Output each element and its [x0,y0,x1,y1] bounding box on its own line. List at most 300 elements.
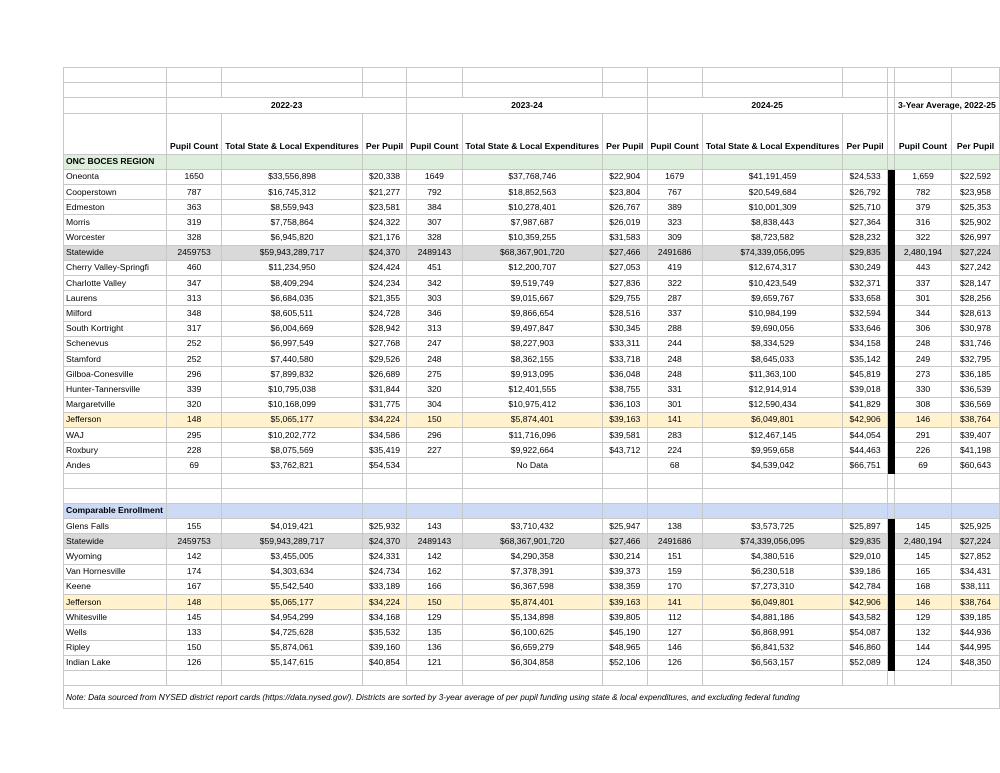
pupil-count-cell: 767 [647,184,702,199]
per-pupil-cell: $24,370 [362,534,406,549]
blank-row [64,83,1000,98]
pupil-count-cell: 2491686 [647,245,702,260]
pupil-count-cell: 322 [647,276,702,291]
blank-cell [887,488,894,503]
per-pupil-cell: $39,160 [362,640,406,655]
total-expenditures-cell: $4,303,634 [222,564,363,579]
pupil-count-cell: 146 [647,640,702,655]
pupil-count-cell: 275 [407,367,462,382]
district-name: Statewide [64,245,167,260]
pupil-count-cell: 288 [647,321,702,336]
total-expenditures-cell: $7,440,580 [222,352,363,367]
pupil-count-cell: 138 [647,519,702,534]
avg-per-pupil-cell: $27,242 [952,260,1000,275]
total-expenditures-cell: $9,015,667 [462,291,603,306]
per-pupil-cell: $34,168 [362,610,406,625]
blank-cell [222,68,363,83]
avg-per-pupil-cell: $38,764 [952,595,1000,610]
district-name: Wells [64,625,167,640]
table-row [64,640,1000,655]
total-expenditures-cell: $3,573,725 [702,519,843,534]
pupil-count-cell: 145 [166,610,221,625]
avg-pupil-count-cell: 69 [894,458,951,473]
blank-row [64,670,1000,685]
district-name: Cherry Valley-Springfi [64,260,167,275]
blank-cell [462,473,603,488]
pupil-count-cell: 129 [407,610,462,625]
pupil-count-cell: 283 [647,427,702,442]
avg-per-pupil-cell: $28,256 [952,291,1000,306]
pupil-count-cell: 166 [407,579,462,594]
table-row [64,397,1000,412]
per-pupil-cell: $38,359 [603,579,647,594]
per-pupil-cell: $43,582 [843,610,887,625]
year-header: 2022-23 [166,98,406,113]
separator-cell [887,427,894,442]
avg-pupil-count-cell: 146 [894,412,951,427]
district-name: Milford [64,306,167,321]
district-name: Statewide [64,534,167,549]
total-expenditures-cell: $8,723,582 [702,230,843,245]
total-expenditures-cell: $6,049,801 [702,412,843,427]
per-pupil-cell: $24,331 [362,549,406,564]
avg-pupil-count-cell: 144 [894,640,951,655]
avg-pupil-count-cell: 330 [894,382,951,397]
pupil-count-cell: 167 [166,579,221,594]
per-pupil-cell: $33,658 [843,291,887,306]
total-expenditures-cell: $5,065,177 [222,595,363,610]
blank-cell [887,113,894,154]
blank-cell [702,670,843,685]
table-row [64,276,1000,291]
separator-cell [887,382,894,397]
avg-per-pupil-cell: $25,353 [952,200,1000,215]
total-expenditures-cell: $11,234,950 [222,260,363,275]
avg-pupil-count-cell: 1,659 [894,169,951,184]
blank-cell [647,83,702,98]
blank-cell [407,488,462,503]
table-row [64,564,1000,579]
no-data-cell: No Data [462,458,603,473]
per-pupil-cell: $27,466 [603,534,647,549]
year-header-row [64,98,1000,113]
pupil-count-cell: 228 [166,443,221,458]
per-pupil-cell: $36,048 [603,367,647,382]
pupil-count-cell: 419 [647,260,702,275]
per-pupil-cell: $42,906 [843,412,887,427]
total-expenditures-cell: $5,134,898 [462,610,603,625]
blank-cell [702,68,843,83]
pupil-count-header: Pupil Count [894,113,951,154]
blank-cell [647,473,702,488]
blank-cell [647,154,702,169]
per-pupil-cell: $34,586 [362,427,406,442]
total-expenditures-cell: $9,519,749 [462,276,603,291]
total-expenditures-cell: $4,019,421 [222,519,363,534]
per-pupil-header: Per Pupil [952,113,1000,154]
avg-pupil-count-cell: 273 [894,367,951,382]
separator-cell [887,352,894,367]
table-row [64,184,1000,199]
blank-cell [952,670,1000,685]
per-pupil-cell: $32,371 [843,276,887,291]
total-expenditures-cell: $12,401,555 [462,382,603,397]
total-expenditures-cell: $5,874,061 [222,640,363,655]
avg-per-pupil-cell: $38,764 [952,412,1000,427]
separator-cell [887,200,894,215]
avg-per-pupil-cell: $25,902 [952,215,1000,230]
blank-cell [362,670,406,685]
per-pupil-cell: $23,581 [362,200,406,215]
per-pupil-cell: $24,728 [362,306,406,321]
total-expenditures-cell: $6,563,157 [702,655,843,670]
per-pupil-cell: $52,106 [603,655,647,670]
table-row [64,595,1000,610]
per-pupil-cell: $28,516 [603,306,647,321]
blank-cell [407,154,462,169]
table-row [64,321,1000,336]
footnote: Note: Data sourced from NYSED district report cards (https://data.nysed.gov/). Districts are sorted by 3-year average of per pupil funding using state & local expenditures, and excluding federal funding [64,686,1000,709]
per-pupil-cell: $24,322 [362,215,406,230]
avg-per-pupil-cell: $39,407 [952,427,1000,442]
total-expenditures-cell: $12,200,707 [462,260,603,275]
avg-pupil-count-cell: 344 [894,306,951,321]
table-row [64,382,1000,397]
per-pupil-header: Per Pupil [603,113,647,154]
table-row [64,367,1000,382]
avg-per-pupil-cell: $25,925 [952,519,1000,534]
blank-cell [603,154,647,169]
separator-cell [887,291,894,306]
blank-cell [407,503,462,518]
total-expenditures-cell: $6,004,669 [222,321,363,336]
per-pupil-cell: $40,854 [362,655,406,670]
separator-cell [887,595,894,610]
avg-per-pupil-cell: $26,997 [952,230,1000,245]
avg-per-pupil-cell: $36,539 [952,382,1000,397]
pupil-count-cell: 150 [407,412,462,427]
blank-cell [166,154,221,169]
total-expenditures-cell: $5,147,615 [222,655,363,670]
table-row [64,534,1000,549]
total-expenditures-cell: $16,745,312 [222,184,363,199]
blank-cell [894,83,951,98]
separator-cell [887,306,894,321]
pupil-count-header: Pupil Count [647,113,702,154]
avg-pupil-count-cell: 379 [894,200,951,215]
section-title: ONC BOCES REGION [64,154,167,169]
separator-cell [887,276,894,291]
blank-cell [603,68,647,83]
pupil-count-cell: 331 [647,382,702,397]
blank-cell [894,68,951,83]
avg-pupil-count-cell: 322 [894,230,951,245]
total-expenditures-cell: $9,866,654 [462,306,603,321]
per-pupil-cell: $21,355 [362,291,406,306]
blank-cell [362,488,406,503]
separator-cell [887,655,894,670]
per-pupil-cell: $27,768 [362,336,406,351]
pupil-count-cell: 384 [407,200,462,215]
blank-cell [843,83,887,98]
total-expenditures-cell: $10,001,309 [702,200,843,215]
per-pupil-cell: $30,214 [603,549,647,564]
total-expenditures-cell: $8,227,903 [462,336,603,351]
per-pupil-cell: $25,897 [843,519,887,534]
pupil-count-cell: 174 [166,564,221,579]
separator-cell [887,549,894,564]
per-pupil-cell: $52,089 [843,655,887,670]
district-name: Margaretville [64,397,167,412]
blank-cell [887,670,894,685]
separator-cell [887,184,894,199]
per-pupil-cell: $34,224 [362,595,406,610]
district-name: Jefferson [64,412,167,427]
total-expenditures-cell: $4,380,516 [702,549,843,564]
avg-per-pupil-cell: $28,613 [952,306,1000,321]
blank-cell [843,154,887,169]
pupil-count-cell: 133 [166,625,221,640]
avg-pupil-count-cell: 2,480,194 [894,245,951,260]
avg-per-pupil-cell: $60,643 [952,458,1000,473]
pupil-count-cell: 346 [407,306,462,321]
pupil-count-cell: 252 [166,352,221,367]
district-name: Hunter-Tannersville [64,382,167,397]
avg-pupil-count-cell: 146 [894,595,951,610]
pupil-count-cell: 1679 [647,169,702,184]
table-row [64,625,1000,640]
avg-per-pupil-cell: $36,185 [952,367,1000,382]
per-pupil-cell: $25,710 [843,200,887,215]
district-name: Roxbury [64,443,167,458]
pupil-count-cell: 2491686 [647,534,702,549]
avg-per-pupil-cell: $44,936 [952,625,1000,640]
avg-pupil-count-cell: 124 [894,655,951,670]
total-expenditures-cell: $4,881,186 [702,610,843,625]
total-expenditures-cell: $4,539,042 [702,458,843,473]
pupil-count-cell: 148 [166,595,221,610]
total-expenditures-cell: $11,716,096 [462,427,603,442]
per-pupil-cell: $39,018 [843,382,887,397]
separator-cell [887,625,894,640]
blank-cell [647,670,702,685]
pupil-count-cell: 296 [166,367,221,382]
blank-cell [603,473,647,488]
pupil-count-cell: 328 [407,230,462,245]
blank-cell [166,83,221,98]
table-row [64,200,1000,215]
blank-cell [362,83,406,98]
avg-per-pupil-cell: $44,995 [952,640,1000,655]
per-pupil-cell: $42,906 [843,595,887,610]
blank-cell [462,154,603,169]
total-expenditures-cell: $74,339,056,095 [702,534,843,549]
per-pupil-cell: $28,942 [362,321,406,336]
pupil-count-cell: 252 [166,336,221,351]
avg-pupil-count-cell: 782 [894,184,951,199]
per-pupil-cell: $25,932 [362,519,406,534]
avg-pupil-count-cell: 226 [894,443,951,458]
avg-pupil-count-cell: 291 [894,427,951,442]
avg-per-pupil-cell: $30,978 [952,321,1000,336]
separator-cell [887,443,894,458]
pupil-count-cell: 141 [647,412,702,427]
pupil-count-cell: 150 [407,595,462,610]
blank-cell [166,670,221,685]
table-row [64,291,1000,306]
separator-cell [887,336,894,351]
per-pupil-cell: $27,053 [603,260,647,275]
avg-per-pupil-cell: $39,185 [952,610,1000,625]
blank-row [64,473,1000,488]
pupil-count-cell: 126 [647,655,702,670]
per-pupil-cell: $46,860 [843,640,887,655]
pupil-count-cell: 143 [407,519,462,534]
per-pupil-cell: $33,718 [603,352,647,367]
total-expenditures-cell: $12,467,145 [702,427,843,442]
blank-cell [603,458,647,473]
total-expenditures-header: Total State & Local Expenditures [222,113,363,154]
district-name: Andes [64,458,167,473]
avg-per-pupil-cell: $23,958 [952,184,1000,199]
pupil-count-cell: 339 [166,382,221,397]
blank-cell [362,503,406,518]
expenditure-table [63,67,1000,709]
pupil-count-cell: 2489143 [407,534,462,549]
per-pupil-cell: $54,534 [362,458,406,473]
total-expenditures-cell: $3,762,821 [222,458,363,473]
pupil-count-cell: 141 [647,595,702,610]
total-expenditures-header: Total State & Local Expenditures [702,113,843,154]
total-expenditures-cell: $7,273,310 [702,579,843,594]
separator-cell [887,215,894,230]
pupil-count-cell: 170 [647,579,702,594]
blank-cell [894,154,951,169]
per-pupil-cell: $33,646 [843,321,887,336]
table-row [64,169,1000,184]
blank-cell [362,473,406,488]
blank-cell [603,488,647,503]
blank-cell [462,503,603,518]
per-pupil-cell: $32,594 [843,306,887,321]
pupil-count-cell: 148 [166,412,221,427]
blank-cell [702,503,843,518]
avg-pupil-count-cell: 129 [894,610,951,625]
table-row [64,427,1000,442]
year-header: 2024-25 [647,98,887,113]
total-expenditures-cell: $9,959,658 [702,443,843,458]
pupil-count-cell: 301 [647,397,702,412]
pupil-count-cell: 248 [407,352,462,367]
total-expenditures-cell: $12,914,914 [702,382,843,397]
per-pupil-cell: $22,904 [603,169,647,184]
blank-cell [407,670,462,685]
table-row [64,352,1000,367]
total-expenditures-cell: $41,191,459 [702,169,843,184]
pupil-count-cell: 451 [407,260,462,275]
note-row [64,686,1000,709]
avg-per-pupil-cell: $22,592 [952,169,1000,184]
blank-row [64,488,1000,503]
total-expenditures-cell: $3,710,432 [462,519,603,534]
total-expenditures-cell: $7,899,832 [222,367,363,382]
total-expenditures-cell: $5,542,540 [222,579,363,594]
per-pupil-cell: $39,186 [843,564,887,579]
district-name: Oneonta [64,169,167,184]
per-pupil-cell: $26,792 [843,184,887,199]
district-name: South Kortright [64,321,167,336]
avg-per-pupil-cell: $48,350 [952,655,1000,670]
blank-cell [166,473,221,488]
blank-cell [64,98,167,113]
per-pupil-header: Per Pupil [362,113,406,154]
avg-pupil-count-cell: 308 [894,397,951,412]
blank-cell [647,503,702,518]
per-pupil-cell: $44,054 [843,427,887,442]
total-expenditures-cell: $12,590,434 [702,397,843,412]
pupil-count-header: Pupil Count [166,113,221,154]
pupil-count-cell: 792 [407,184,462,199]
pupil-count-cell: 313 [166,291,221,306]
pupil-count-cell: 323 [647,215,702,230]
district-name: Stamford [64,352,167,367]
per-pupil-cell: $25,947 [603,519,647,534]
district-name: Glens Falls [64,519,167,534]
total-expenditures-cell: $11,363,100 [702,367,843,382]
total-expenditures-cell: $4,954,299 [222,610,363,625]
separator-cell [887,321,894,336]
total-expenditures-cell: $6,997,549 [222,336,363,351]
blank-cell [887,473,894,488]
total-expenditures-cell: $8,605,511 [222,306,363,321]
total-expenditures-cell: $6,659,279 [462,640,603,655]
per-pupil-cell: $66,751 [843,458,887,473]
pupil-count-cell: 348 [166,306,221,321]
blank-cell [894,473,951,488]
pupil-count-cell: 342 [407,276,462,291]
blank-cell [887,154,894,169]
separator-cell [887,169,894,184]
avg-pupil-count-cell: 306 [894,321,951,336]
avg-pupil-count-cell: 337 [894,276,951,291]
blank-cell [64,473,167,488]
blank-cell [952,503,1000,518]
blank-cell [362,68,406,83]
pupil-count-cell: 69 [166,458,221,473]
separator-cell [887,245,894,260]
blank-cell [843,488,887,503]
per-pupil-cell: $29,755 [603,291,647,306]
pupil-count-cell: 248 [647,352,702,367]
blank-cell [407,473,462,488]
avg-pupil-count-cell: 145 [894,549,951,564]
pupil-count-cell: 319 [166,215,221,230]
blank-cell [64,83,167,98]
separator-cell [887,519,894,534]
blank-row [64,68,1000,83]
separator-cell [887,412,894,427]
total-expenditures-cell: $18,852,563 [462,184,603,199]
separator-cell [887,564,894,579]
blank-cell [647,68,702,83]
blank-cell [894,670,951,685]
per-pupil-cell: $30,249 [843,260,887,275]
total-expenditures-cell: $6,945,820 [222,230,363,245]
total-expenditures-cell: $10,168,099 [222,397,363,412]
total-expenditures-cell: $59,943,289,717 [222,245,363,260]
avg-pupil-count-cell: 165 [894,564,951,579]
table-row [64,336,1000,351]
